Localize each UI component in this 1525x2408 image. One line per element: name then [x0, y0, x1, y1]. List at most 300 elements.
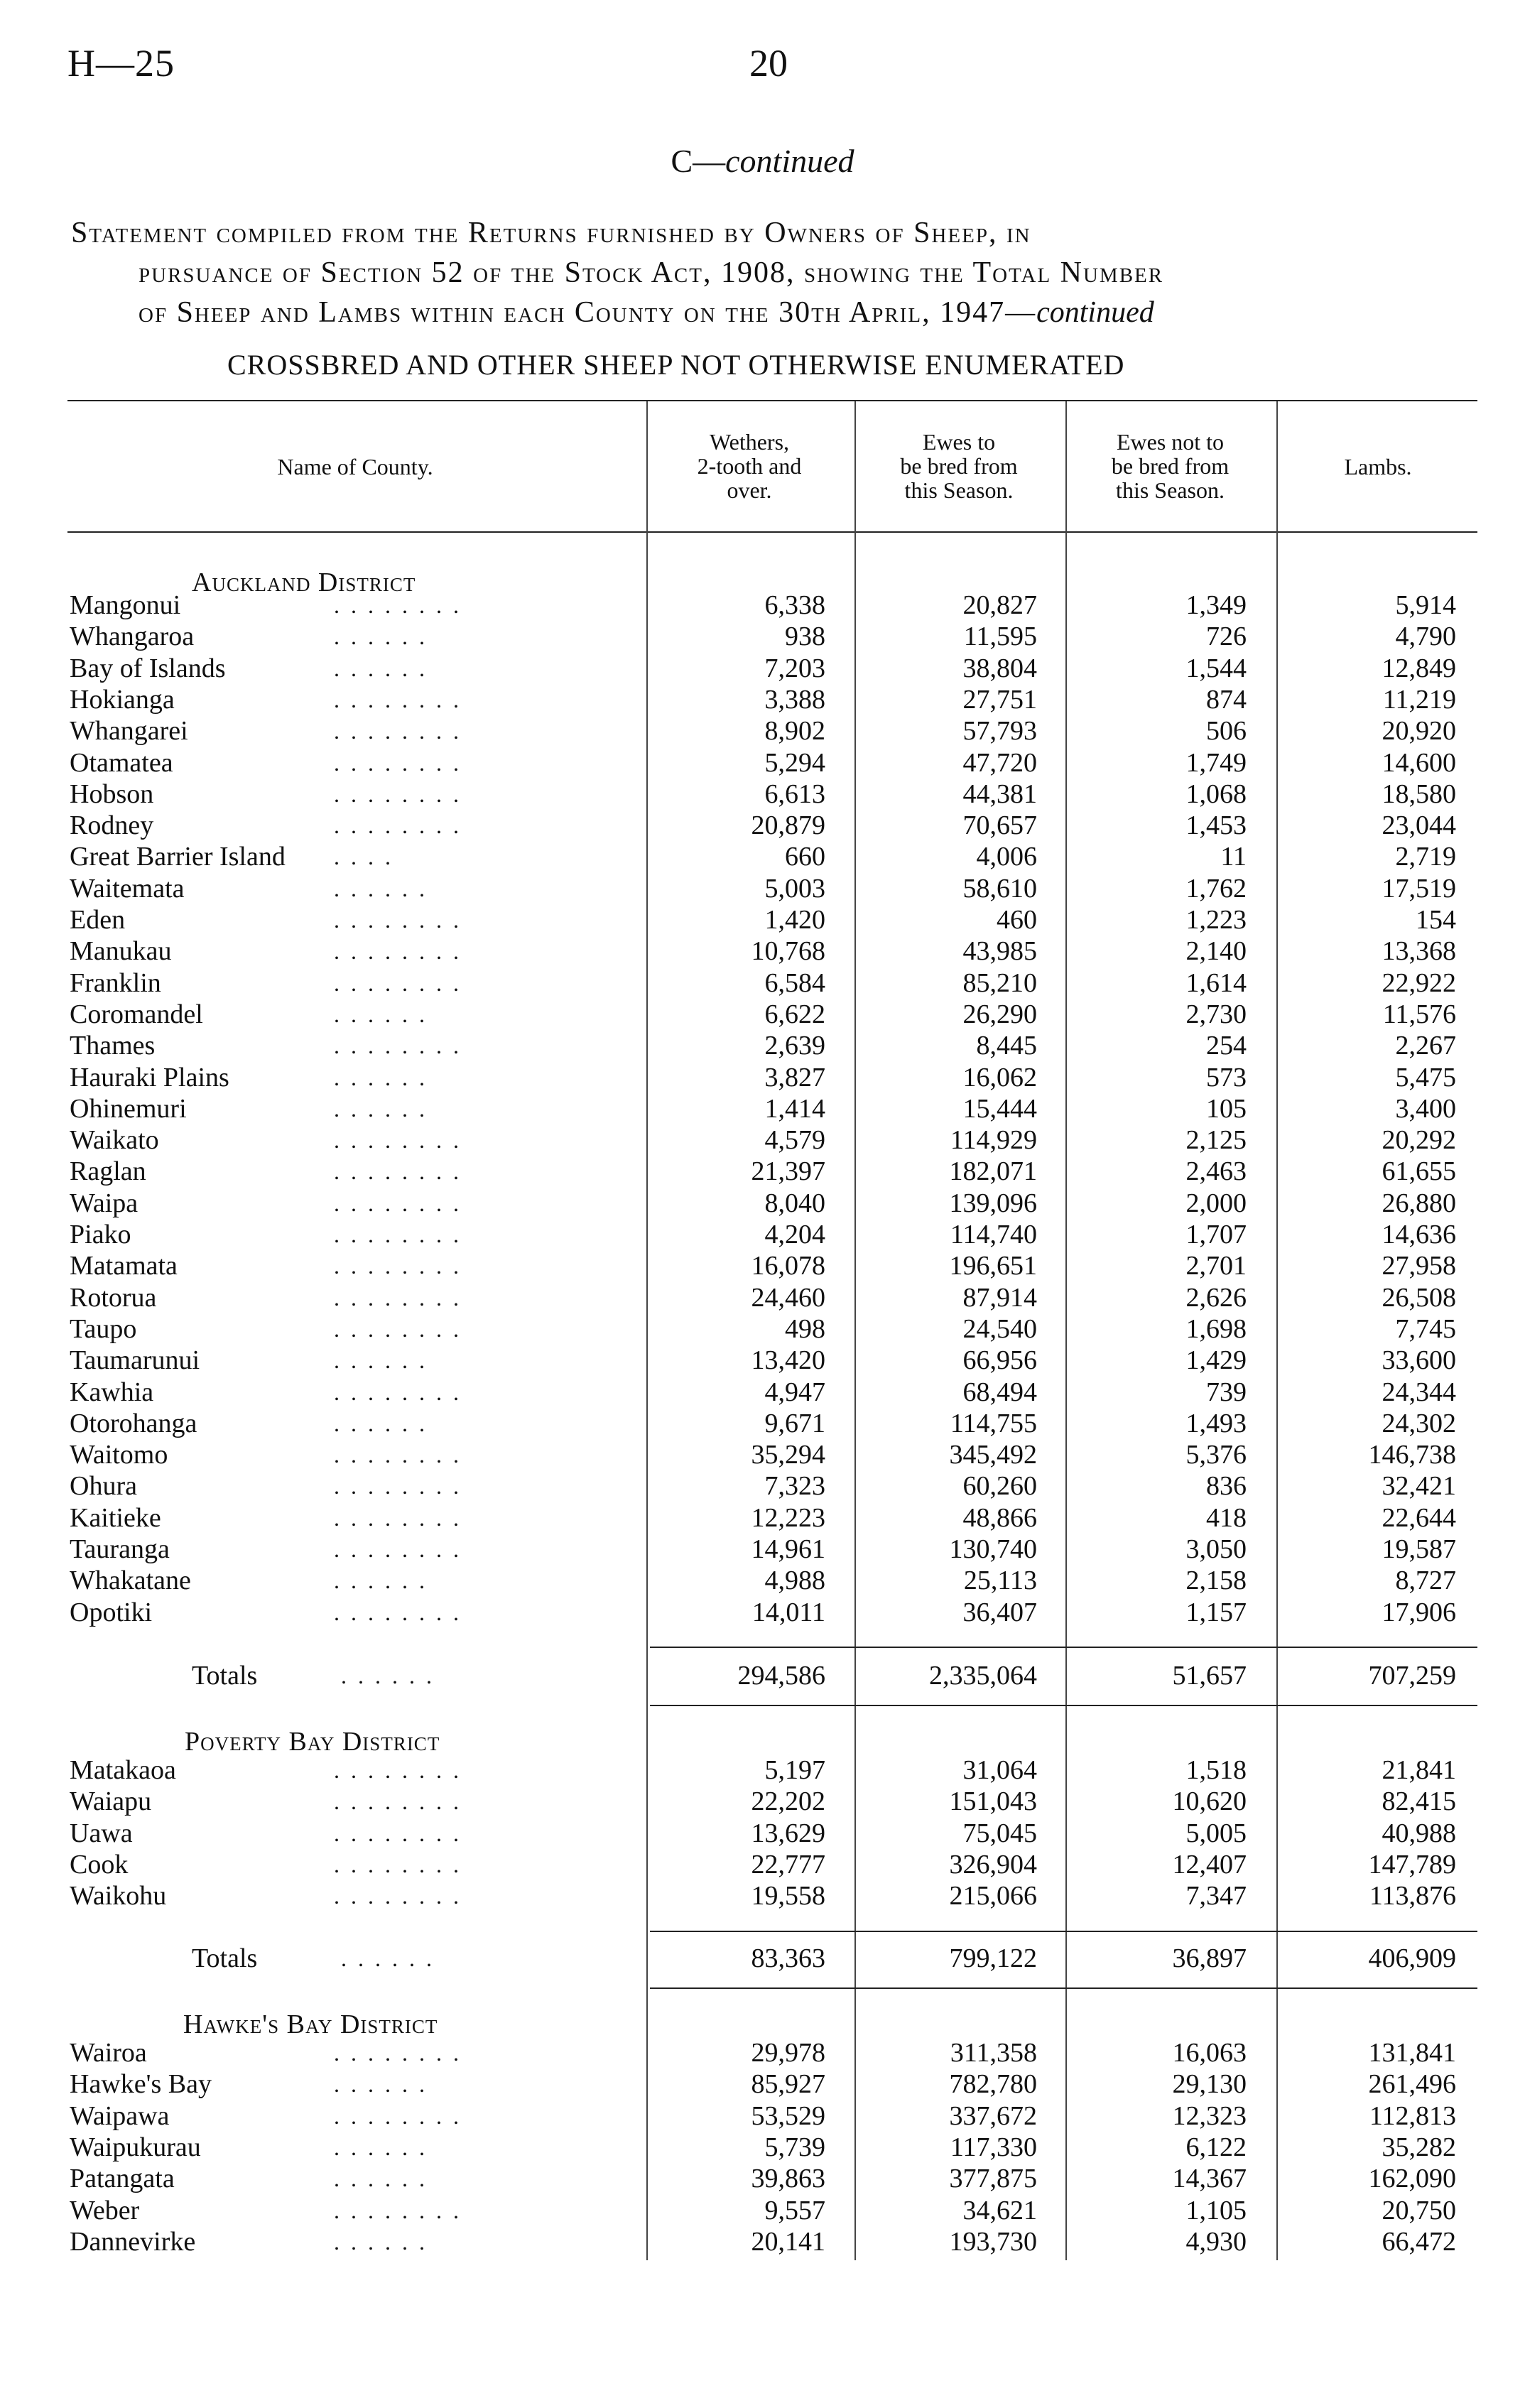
ewes-not-bred-value: 2,701 — [1185, 1251, 1247, 1281]
table-row — [0, 1755, 1525, 1786]
wethers-value: 35,294 — [751, 1440, 825, 1470]
lambs-value: 5,475 — [1395, 1062, 1456, 1092]
ewes-bred-value: 139,096 — [949, 1188, 1037, 1218]
lambs-value: 147,789 — [1368, 1849, 1456, 1880]
wethers-value: 22,777 — [751, 1849, 825, 1880]
county-name: Waipukurau — [70, 2132, 201, 2162]
total-lambs: 406,909 — [1368, 1943, 1456, 1973]
ewes-bred-value: 215,066 — [949, 1881, 1037, 1911]
dot-leader: . . . . . . . . — [334, 970, 462, 996]
header-ewes-not-bred-line: this Season. — [1116, 477, 1225, 503]
table-row — [0, 1849, 1525, 1880]
dot-leader: . . . . . . — [334, 1001, 428, 1027]
ewes-bred-value: 85,210 — [962, 967, 1037, 998]
county-name: Bay of Islands — [70, 653, 226, 683]
wethers-value: 13,629 — [751, 1818, 825, 1848]
statement-line-3 — [71, 293, 1474, 332]
header-ewes-bred-line: Ewes to — [922, 429, 996, 455]
table-row — [0, 2100, 1525, 2132]
ewes-not-bred-value: 2,730 — [1185, 999, 1247, 1029]
ewes-not-bred-value: 573 — [1206, 1062, 1247, 1092]
table-row — [0, 810, 1525, 841]
county-name: Hawke's Bay — [70, 2069, 212, 2100]
dot-leader: . . . . . . . . — [334, 1851, 462, 1877]
ewes-bred-value: 782,780 — [949, 2069, 1037, 2100]
lambs-value: 20,292 — [1382, 1125, 1456, 1156]
ewes-not-bred-value: 2,125 — [1185, 1125, 1247, 1156]
dot-leader: . . . . . . . . — [334, 2197, 462, 2223]
lambs-value: 12,849 — [1382, 653, 1456, 683]
dot-leader: . . . . . . — [341, 1663, 435, 1688]
table-row — [0, 1345, 1525, 1376]
table-row — [0, 967, 1525, 999]
county-name: Taumarunui — [70, 1345, 200, 1376]
dot-leader: . . . . . . . . — [334, 1222, 462, 1247]
ewes-not-bred-value: 1,223 — [1185, 905, 1247, 935]
lambs-value: 32,421 — [1382, 1471, 1456, 1502]
lambs-value: 5,914 — [1395, 590, 1456, 620]
dot-leader: . . . . . . — [334, 1568, 428, 1594]
table-row — [0, 1502, 1525, 1534]
wethers-value: 4,204 — [764, 1220, 825, 1249]
ewes-bred-value: 311,358 — [950, 2038, 1037, 2068]
wethers-value: 85,927 — [751, 2069, 825, 2100]
totals-row-auckland — [0, 1660, 1525, 1691]
wethers-value: 7,203 — [764, 653, 825, 683]
lambs-value: 22,644 — [1382, 1502, 1456, 1533]
table-row — [0, 935, 1525, 967]
table-row — [0, 873, 1525, 904]
ewes-bred-value: 377,875 — [949, 2164, 1037, 2194]
dot-leader: . . . . . . . . — [334, 1442, 462, 1468]
county-name: Weber — [70, 2195, 140, 2225]
lambs-value: 24,344 — [1382, 1377, 1456, 1407]
lambs-value: 112,813 — [1369, 2100, 1456, 2131]
ewes-not-bred-value: 254 — [1206, 1031, 1247, 1061]
ewes-bred-value: 337,672 — [949, 2100, 1037, 2131]
statement-line-1: Statement compiled from the Returns furnished by Owners of Sheep, in — [71, 217, 1031, 249]
lambs-value: 113,876 — [1369, 1881, 1456, 1911]
lambs-value: 17,519 — [1382, 873, 1456, 904]
ewes-bred-value: 75,045 — [962, 1818, 1037, 1848]
county-name: Taupo — [70, 1313, 137, 1344]
section-label — [0, 142, 1525, 180]
dot-leader: . . . . . . — [341, 1946, 435, 1971]
county-name: Dannevirke — [70, 2226, 196, 2257]
dot-leader: . . . . . . . . — [334, 1316, 462, 1342]
lambs-value: 4,790 — [1395, 622, 1456, 652]
dot-leader: . . . . . . . . — [334, 1127, 462, 1154]
county-name: Ohura — [70, 1471, 137, 1502]
wethers-value: 14,011 — [751, 1597, 825, 1627]
table-row — [0, 1282, 1525, 1313]
lambs-value: 20,920 — [1382, 716, 1456, 747]
wethers-value: 24,460 — [751, 1282, 825, 1313]
dot-leader: . . . . . . . . — [334, 718, 462, 744]
ewes-not-bred-value: 1,698 — [1185, 1313, 1247, 1344]
table-row — [0, 904, 1525, 935]
county-name: Whangaroa — [70, 622, 195, 652]
table-row — [0, 841, 1525, 872]
county-name: Otorohanga — [70, 1408, 197, 1438]
ewes-not-bred-value: 1,068 — [1185, 779, 1247, 809]
county-name: Waikohu — [70, 1881, 167, 1911]
header-ewes-bred — [863, 430, 1055, 502]
wethers-value: 39,863 — [751, 2164, 825, 2194]
dot-leader: . . . . . . . . — [334, 1253, 462, 1279]
section-continued: continued — [725, 143, 854, 179]
wethers-value: 5,294 — [764, 747, 825, 778]
wethers-value: 6,613 — [764, 779, 825, 809]
ewes-not-bred-value: 2,158 — [1185, 1566, 1247, 1596]
ewes-not-bred-value: 5,376 — [1185, 1440, 1247, 1470]
dot-leader: . . . . . . . . — [334, 1883, 462, 1909]
table-row — [0, 1124, 1525, 1156]
county-name: Hauraki Plains — [70, 1062, 229, 1092]
statement-line-3-continued: continued — [1036, 296, 1154, 329]
dot-leader: . . . . . . . . — [334, 749, 462, 776]
table-row — [0, 1565, 1525, 1596]
table-row — [0, 1062, 1525, 1093]
ewes-not-bred-value: 12,323 — [1172, 2100, 1247, 2131]
ewes-bred-value: 15,444 — [962, 1093, 1037, 1124]
section-letter: C— — [671, 143, 726, 179]
totals-top-rule — [650, 1931, 1477, 1932]
ewes-not-bred-value: 2,140 — [1185, 936, 1247, 967]
dot-leader: . . . . . . . . — [334, 1820, 462, 1846]
dot-leader: . . . . . . — [334, 875, 428, 901]
dot-leader: . . . . . . . . — [334, 1473, 462, 1499]
ewes-not-bred-value: 12,407 — [1172, 1849, 1247, 1880]
wethers-value: 7,323 — [764, 1471, 825, 1502]
header-ewes-not-bred-line: be bred from — [1111, 453, 1230, 479]
ewes-not-bred-value: 11 — [1220, 842, 1247, 872]
district-title-auckland: Auckland District — [192, 568, 416, 597]
header-lambs: Lambs. — [1344, 454, 1412, 479]
dot-leader: . . . . . . . . — [334, 1284, 462, 1311]
ewes-not-bred-value: 1,157 — [1185, 1597, 1247, 1627]
ewes-not-bred-value: 7,347 — [1185, 1881, 1247, 1911]
wethers-value: 660 — [785, 842, 825, 872]
page-number: 20 — [749, 42, 788, 85]
ewes-not-bred-value: 726 — [1206, 622, 1247, 652]
lambs-value: 61,655 — [1382, 1156, 1456, 1187]
header-ewes-bred-line: this Season. — [904, 477, 1014, 503]
table-row — [0, 1030, 1525, 1061]
county-name: Waipawa — [70, 2100, 170, 2131]
dot-leader: . . . . . . — [334, 655, 428, 681]
ewes-bred-value: 38,804 — [962, 653, 1037, 683]
wethers-value: 19,558 — [751, 1881, 825, 1911]
ewes-not-bred-value: 1,493 — [1185, 1408, 1247, 1438]
wethers-value: 13,420 — [751, 1345, 825, 1376]
county-name: Whakatane — [70, 1566, 191, 1596]
table-row — [0, 1534, 1525, 1565]
ewes-not-bred-value: 418 — [1206, 1502, 1247, 1533]
ewes-bred-value: 24,540 — [962, 1313, 1037, 1344]
table-row — [0, 1786, 1525, 1817]
table-row — [0, 653, 1525, 684]
county-name: Otamatea — [70, 747, 173, 778]
dot-leader: . . . . . . — [334, 624, 428, 650]
wethers-value: 29,978 — [751, 2038, 825, 2068]
lambs-value: 24,302 — [1382, 1408, 1456, 1438]
wethers-value: 4,579 — [764, 1125, 825, 1156]
county-name: Raglan — [70, 1156, 146, 1187]
ewes-bred-value: 460 — [997, 905, 1037, 935]
total-ewes-bred: 799,122 — [949, 1943, 1037, 1973]
lambs-value: 26,508 — [1382, 1282, 1456, 1313]
county-name: Uawa — [70, 1818, 133, 1848]
wethers-value: 6,622 — [764, 999, 825, 1029]
dot-leader: . . . . . . — [334, 2071, 428, 2098]
ewes-not-bred-value: 2,463 — [1185, 1156, 1247, 1187]
ewes-not-bred-value: 2,000 — [1185, 1188, 1247, 1218]
ewes-not-bred-value: 1,518 — [1185, 1755, 1247, 1785]
table-row — [0, 1156, 1525, 1187]
ewes-bred-value: 34,621 — [962, 2195, 1037, 2225]
dot-leader: . . . . . . . . — [334, 813, 462, 839]
wethers-value: 1,420 — [764, 905, 825, 935]
totals-label: Totals — [192, 1661, 258, 1691]
dot-leader: . . . . . . . . — [334, 1536, 462, 1562]
county-name: Great Barrier Island — [70, 842, 286, 872]
statement-line-2: pursuance of Section 52 of the Stock Act, 1908, showing the Total Number — [139, 256, 1164, 289]
county-name: Ohinemuri — [70, 1093, 187, 1124]
wethers-value: 4,988 — [764, 1566, 825, 1596]
lambs-value: 66,472 — [1382, 2226, 1456, 2257]
dot-leader: . . . . . . — [334, 2134, 428, 2160]
county-name: Cook — [70, 1849, 129, 1880]
county-name: Matakaoa — [70, 1755, 176, 1785]
wethers-value: 1,414 — [764, 1093, 825, 1124]
ewes-not-bred-value: 874 — [1206, 684, 1247, 715]
lambs-value: 13,368 — [1382, 936, 1456, 967]
county-name: Thames — [70, 1031, 156, 1061]
ewes-bred-value: 20,827 — [962, 590, 1037, 620]
total-ewes-bred: 2,335,064 — [929, 1661, 1037, 1691]
ewes-not-bred-value: 1,707 — [1185, 1220, 1247, 1249]
lambs-value: 8,727 — [1395, 1566, 1456, 1596]
dot-leader: . . . . . . — [334, 1064, 428, 1090]
wethers-value: 3,827 — [764, 1062, 825, 1092]
table-row — [0, 1188, 1525, 1219]
lambs-value: 11,576 — [1382, 999, 1456, 1029]
ewes-bred-value: 114,740 — [950, 1220, 1037, 1249]
ewes-bred-value: 48,866 — [962, 1502, 1037, 1533]
wethers-value: 3,388 — [764, 684, 825, 715]
ewes-bred-value: 44,381 — [962, 779, 1037, 809]
wethers-value: 20,141 — [751, 2226, 825, 2257]
county-name: Hokianga — [70, 684, 175, 715]
table-row — [0, 1470, 1525, 1502]
header-bottom-rule — [67, 531, 1477, 533]
header-ewes-bred-line: be bred from — [900, 453, 1018, 479]
dot-leader: . . . . . . . . — [334, 1159, 462, 1185]
table-row — [0, 684, 1525, 715]
dot-leader: . . . . . . . . — [334, 1379, 462, 1405]
lambs-value: 2,267 — [1395, 1031, 1456, 1061]
ewes-bred-value: 16,062 — [962, 1062, 1037, 1092]
table-row — [0, 779, 1525, 810]
ewes-not-bred-value: 10,620 — [1172, 1786, 1247, 1817]
total-wethers: 294,586 — [737, 1661, 825, 1691]
header-ewes-not-bred-line: Ewes not to — [1116, 429, 1225, 455]
wethers-value: 5,003 — [764, 873, 825, 904]
ewes-bred-value: 66,956 — [962, 1345, 1037, 1376]
lambs-value: 82,415 — [1382, 1786, 1456, 1817]
dot-leader: . . . . . . . . — [334, 907, 462, 933]
wethers-value: 6,338 — [764, 590, 825, 620]
lambs-value: 14,600 — [1382, 747, 1456, 778]
county-name: Tauranga — [70, 1534, 170, 1564]
ewes-bred-value: 130,740 — [949, 1534, 1037, 1564]
wethers-value: 8,902 — [764, 716, 825, 747]
table-row — [0, 1408, 1525, 1439]
totals-bottom-rule — [650, 1705, 1477, 1706]
wethers-value: 21,397 — [751, 1156, 825, 1187]
dot-leader: . . . . . . . . — [334, 592, 462, 618]
lambs-value: 131,841 — [1368, 2038, 1456, 2068]
dot-leader: . . . . . . — [334, 1095, 428, 1122]
county-name: Mangonui — [70, 590, 181, 620]
wethers-value: 938 — [785, 622, 825, 652]
county-name: Kawhia — [70, 1377, 154, 1407]
table-title: CROSSBRED AND OTHER SHEEP NOT OTHERWISE ENUMERATED — [227, 349, 1125, 381]
ewes-bred-value: 60,260 — [962, 1471, 1037, 1502]
wethers-value: 14,961 — [751, 1534, 825, 1564]
district-title-hawkes-bay: Hawke's Bay District — [183, 2010, 438, 2039]
dot-leader: . . . . . . — [334, 2166, 428, 2192]
lambs-value: 20,750 — [1382, 2195, 1456, 2225]
ewes-bred-value: 68,494 — [962, 1377, 1037, 1407]
ewes-bred-value: 4,006 — [976, 842, 1037, 872]
county-name: Opotiki — [70, 1597, 153, 1627]
ewes-bred-value: 25,113 — [963, 1566, 1037, 1596]
dot-leader: . . . . . . . . — [334, 2040, 462, 2066]
ewes-not-bred-value: 3,050 — [1185, 1534, 1247, 1564]
ewes-bred-value: 47,720 — [962, 747, 1037, 778]
county-name: Waikato — [70, 1125, 159, 1156]
lambs-value: 27,958 — [1382, 1251, 1456, 1281]
ewes-bred-value: 151,043 — [949, 1786, 1037, 1817]
statement-line-3-text: of Sheep and Lambs within each County on the 30th April, 1947— — [139, 296, 1037, 329]
wethers-value: 498 — [785, 1313, 825, 1344]
wethers-value: 16,078 — [751, 1251, 825, 1281]
header-wethers-line: over. — [727, 477, 772, 503]
wethers-value: 20,879 — [751, 810, 825, 841]
ewes-bred-value: 345,492 — [949, 1440, 1037, 1470]
header-wethers — [653, 430, 845, 502]
ewes-not-bred-value: 1,105 — [1185, 2195, 1247, 2225]
table-row — [0, 1880, 1525, 1911]
table-row — [0, 1818, 1525, 1849]
ewes-bred-value: 114,755 — [950, 1408, 1037, 1438]
dot-leader: . . . . . . . . — [334, 938, 462, 965]
lambs-value: 26,880 — [1382, 1188, 1456, 1218]
ewes-bred-value: 117,330 — [950, 2132, 1037, 2162]
table-row — [0, 1250, 1525, 1281]
ewes-not-bred-value: 2,626 — [1185, 1282, 1247, 1313]
dot-leader: . . . . — [334, 844, 394, 870]
total-ewes-not-bred: 51,657 — [1172, 1661, 1247, 1691]
table-row — [0, 2163, 1525, 2194]
lambs-value: 162,090 — [1368, 2164, 1456, 2194]
county-name: Wairoa — [70, 2038, 147, 2068]
wethers-value: 22,202 — [751, 1786, 825, 1817]
wethers-value: 8,040 — [764, 1188, 825, 1218]
totals-label: Totals — [192, 1943, 258, 1973]
ewes-bred-value: 114,929 — [950, 1125, 1037, 1156]
county-name: Waiapu — [70, 1786, 152, 1817]
ewes-bred-value: 196,651 — [949, 1251, 1037, 1281]
header-name-of-county: Name of County. — [277, 454, 433, 479]
header-wethers-line: Wethers, — [709, 429, 790, 455]
ewes-not-bred-value: 29,130 — [1172, 2069, 1247, 2100]
county-name: Coromandel — [70, 999, 203, 1029]
ewes-not-bred-value: 739 — [1206, 1377, 1247, 1407]
total-lambs: 707,259 — [1368, 1661, 1456, 1691]
wethers-value: 12,223 — [751, 1502, 825, 1533]
ewes-not-bred-value: 506 — [1206, 716, 1247, 747]
ewes-not-bred-value: 1,762 — [1185, 873, 1247, 904]
lambs-value: 3,400 — [1395, 1093, 1456, 1124]
table-row — [0, 2068, 1525, 2100]
table-top-rule — [67, 400, 1477, 401]
lambs-value: 22,922 — [1382, 967, 1456, 998]
lambs-value: 2,719 — [1395, 842, 1456, 872]
table-row — [0, 1093, 1525, 1124]
ewes-bred-value: 182,071 — [949, 1156, 1037, 1187]
total-ewes-not-bred: 36,897 — [1172, 1943, 1247, 1973]
county-name: Hobson — [70, 779, 154, 809]
header-wethers-line: 2-tooth and — [697, 453, 802, 479]
wethers-value: 10,768 — [751, 936, 825, 967]
dot-leader: . . . . . . — [334, 2228, 428, 2255]
lambs-value: 35,282 — [1382, 2132, 1456, 2162]
lambs-value: 33,600 — [1382, 1345, 1456, 1376]
ewes-bred-value: 31,064 — [962, 1755, 1037, 1785]
statement-title — [71, 213, 1474, 332]
dot-leader: . . . . . . . . — [334, 1504, 462, 1531]
table-row — [0, 1439, 1525, 1470]
ewes-bred-value: 87,914 — [962, 1282, 1037, 1313]
ewes-bred-value: 8,445 — [976, 1031, 1037, 1061]
ewes-bred-value: 43,985 — [962, 936, 1037, 967]
ewes-not-bred-value: 4,930 — [1185, 2226, 1247, 2257]
dot-leader: . . . . . . . . — [334, 1789, 462, 1815]
wethers-value: 4,947 — [764, 1377, 825, 1407]
county-name: Matamata — [70, 1251, 178, 1281]
lambs-value: 154 — [1416, 905, 1456, 935]
district-title-poverty-bay: Poverty Bay District — [185, 1727, 440, 1757]
ewes-not-bred-value: 105 — [1206, 1093, 1247, 1124]
table-row — [0, 715, 1525, 747]
ewes-not-bred-value: 1,453 — [1185, 810, 1247, 841]
county-name: Piako — [70, 1220, 131, 1249]
totals-row-poverty-bay — [0, 1943, 1525, 1974]
ewes-not-bred-value: 14,367 — [1172, 2164, 1247, 2194]
table-row — [0, 2226, 1525, 2257]
totals-bottom-rule — [650, 1987, 1477, 1989]
header-ewes-not-bred — [1073, 430, 1268, 502]
table-row — [0, 2195, 1525, 2226]
ewes-not-bred-value: 1,349 — [1185, 590, 1247, 620]
ewes-bred-value: 70,657 — [962, 810, 1037, 841]
wethers-value: 5,197 — [764, 1755, 825, 1785]
page-id: H—25 — [67, 42, 175, 85]
county-name: Whangarei — [70, 716, 188, 747]
